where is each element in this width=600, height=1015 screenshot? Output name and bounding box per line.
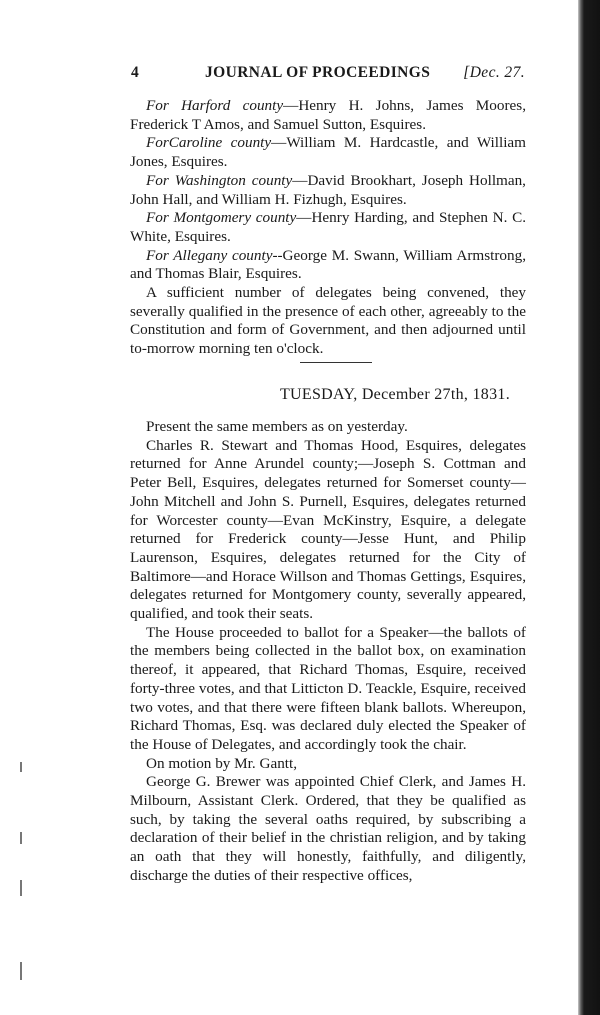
county-delegates: —William M. Hardcastle, and William Jones, Esquires.: [130, 134, 526, 171]
county-entry-allegany: [130, 247, 526, 284]
paragraph-present: Present the same members as on yesterday.: [146, 418, 408, 435]
running-head: [131, 64, 531, 84]
county-delegates: --George M. Swann, William Armstrong, and Thomas Blair, Esquires.: [130, 246, 526, 283]
county-label: For Allegany county: [146, 246, 273, 264]
county-delegates: —David Brookhart, Joseph Hollman, John Hall, and William H. Fizhugh, Esquires.: [130, 171, 526, 208]
paragraph-motion: On motion by Mr. Gantt,: [146, 754, 298, 772]
county-delegates-block: [130, 97, 526, 359]
county-delegates: —Henry H. Johns, James Moores, Frederick T Amos, and Samuel Sutton, Esquires.: [130, 97, 526, 133]
tuesday-proceedings: [130, 418, 526, 886]
adjournment-paragraph: A sufficient number of delegates being convened, they severally qualified in the presence of each other, agreeably to the Constitution and form of Government, and then adjourned until to-morrow morning ten o'clock.: [130, 284, 526, 358]
county-label: ForCaroline county: [146, 134, 272, 152]
county-entry-harford: [130, 97, 526, 134]
margin-mark: [20, 880, 22, 896]
day-heading: TUESDAY, December 27th, 1831.: [279, 386, 510, 403]
margin-mark: [20, 962, 22, 980]
county-delegates: —Henry Harding, and Stephen N. C. White, Esquires.: [130, 209, 526, 245]
county-entry-washington: [130, 172, 526, 209]
journal-title: JOURNAL OF PROCEEDINGS: [205, 64, 431, 81]
book-spine-shadow: [578, 0, 600, 1015]
margin-mark: [20, 762, 22, 772]
county-label: For Harford county: [146, 97, 284, 114]
paragraph-delegates-returned: Charles R. Stewart and Thomas Hood, Esquires, delegates returned for Anne Arundel county;—Joseph S. Cottman and Peter Bell, Esquires, delegates returned for Somerset county—John Mitchell and John S. Purnell, Esquires, delegates returned for Worcester county—Evan McKinstry, Esquire, a delegate returned for Frederick county—Jesse Hunt, and Philip Laurenson, Esquires, delegates returned for the City of Baltimore—and Horace Willson and Thomas Gettings, Esquires, delegates returned for Montgomery county, severally appeared, qualified, and took their seats.: [130, 436, 526, 623]
margin-mark: [20, 832, 22, 844]
page-number: 4: [131, 64, 140, 81]
county-entry-caroline: [130, 134, 526, 171]
paragraph-clerks-appointed: George G. Brewer was appointed Chief Clerk, and James H. Milbourn, Assistant Clerk. Ordered, that they be qualified as such, by taking the several oaths required, by subscribing a declaration of their belief in the christian religion, and by taking an oath that they will honestly, faithfully, and diligently, discharge the duties of their respective offices,: [130, 773, 526, 884]
county-label: For Washington county: [146, 171, 293, 189]
section-divider: [300, 362, 372, 363]
running-date: [Dec. 27.: [463, 64, 525, 81]
county-entry-montgomery: [130, 209, 526, 246]
paragraph-speaker-ballot: The House proceeded to ballot for a Speaker—the ballots of the members being collected in the ballot box, on examination thereof, it appeared, that Richard Thomas, Esquire, received forty-three votes, and that Litticton D. Teackle, Esquire, received two votes, and that there were fifteen blank ballots. Whereupon, Richard Thomas, Esq. was declared duly elected the Speaker of the House of Delegates, and accordingly took the chair.: [130, 623, 526, 753]
county-label: For Montgomery county: [146, 209, 297, 227]
